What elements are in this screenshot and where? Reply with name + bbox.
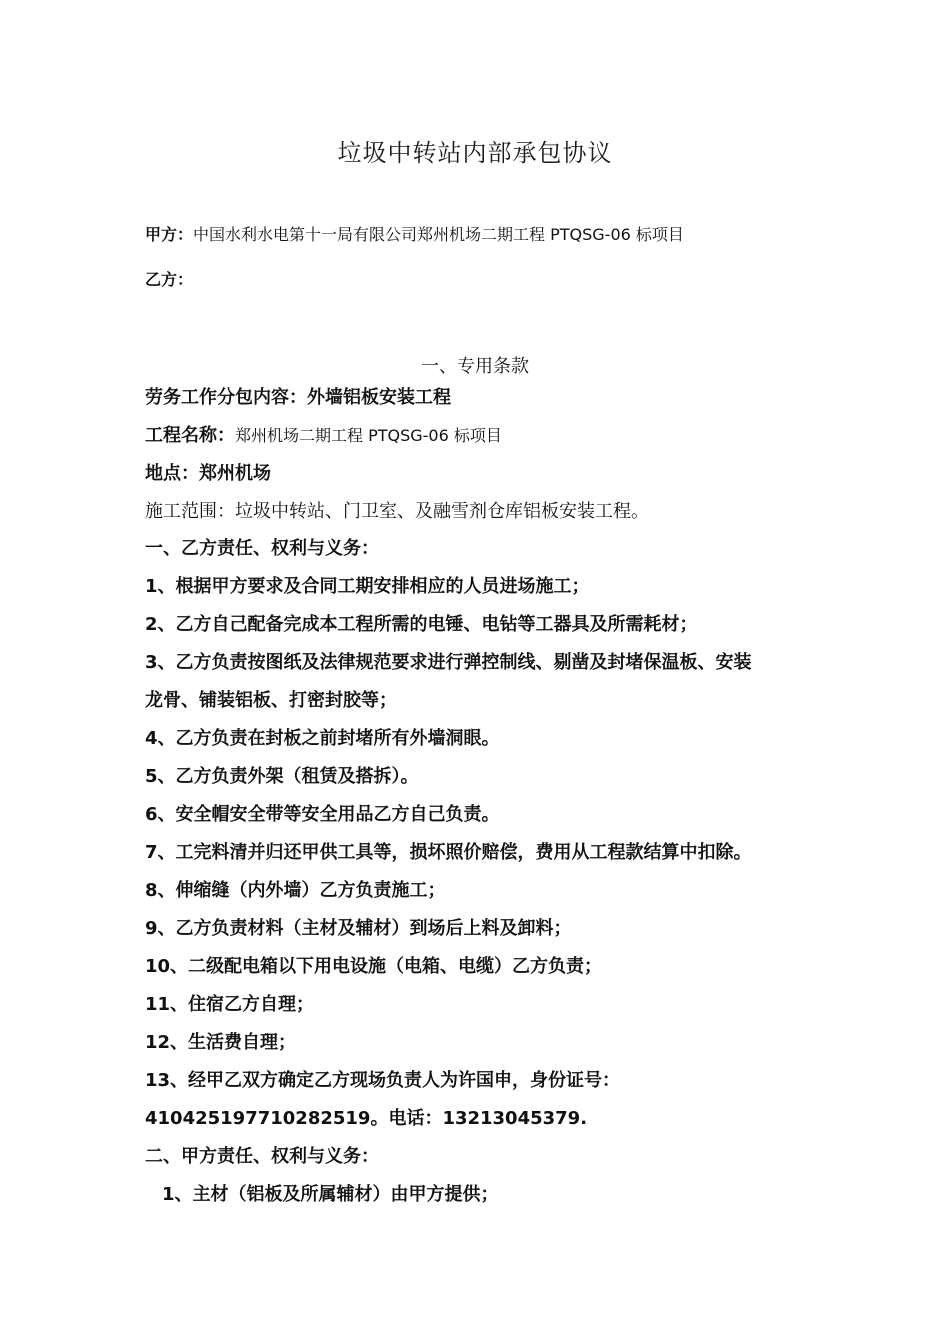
party-b-duty-item: 8、伸缩缝（内外墙）乙方负责施工； [145,880,446,901]
party-b-duty-item: 11、住宿乙方自理； [145,994,315,1015]
party-b-label: 乙方： [145,270,194,289]
party-b-duty-item: 5、乙方负责外架（租赁及搭拆）。 [145,766,419,787]
party-a-label: 甲方： [145,225,194,244]
party-b-duty-item: 4、乙方负责在封板之前封堵所有外墙洞眼。 [145,728,500,749]
party-b-duty-item-continued: 龙骨、铺装铝板、打密封胶等； [145,690,397,711]
construction-scope: 施工范围：垃圾中转站、门卫室、及融雪剂仓库铝板安装工程。 [145,501,649,522]
party-a-duty-item: 1、主材（铝板及所属辅材）由甲方提供； [162,1184,499,1205]
work-content: 劳务工作分包内容：外墙铝板安装工程 [145,387,451,408]
party-b-duty-item: 10、二级配电箱以下用电设施（电箱、电缆）乙方负责； [145,956,603,977]
party-b-duty-item: 9、乙方负责材料（主材及辅材）到场后上料及卸料； [145,918,572,939]
location: 地点：郑州机场 [145,463,271,484]
party-a-value: 中国水利水电第十一局有限公司郑州机场二期工程 PTQSG-06 标项目 [193,225,684,244]
party-b-duty-item: 2、乙方自己配备完成本工程所需的电锤、电钻等工器具及所需耗材； [145,614,698,635]
party-b-line [145,267,193,290]
party-b-duty-item-continued: 410425197710282519。电话：13213045379. [145,1108,588,1129]
party-a-line [145,222,684,245]
special-terms-heading: 一、专用条款 [421,356,529,377]
party-b-duty-item: 7、工完料清并归还甲供工具等，损坏照价赔偿，费用从工程款结算中扣除。 [145,842,752,863]
project-name-label: 工程名称： [145,425,235,446]
party-b-duty-item: 12、生活费自理； [145,1032,297,1053]
document-title: 垃圾中转站内部承包协议 [337,139,613,167]
party-b-duty-item: 6、安全帽安全带等安全用品乙方自己负责。 [145,804,500,825]
project-name-value: 郑州机场二期工程 PTQSG-06 标项目 [235,426,502,445]
party-a-duties-heading: 二、甲方责任、权利与义务： [145,1146,379,1167]
party-b-duty-item: 1、根据甲方要求及合同工期安排相应的人员进场施工； [145,576,590,597]
party-b-duty-item: 13、经甲乙双方确定乙方现场负责人为许国申，身份证号： [145,1070,621,1091]
project-name-line [145,424,502,448]
party-b-duties-heading: 一、乙方责任、权利与义务： [145,538,379,559]
party-b-duty-item: 3、乙方负责按图纸及法律规范要求进行弹控制线、剔凿及封堵保温板、安装 [145,652,752,673]
